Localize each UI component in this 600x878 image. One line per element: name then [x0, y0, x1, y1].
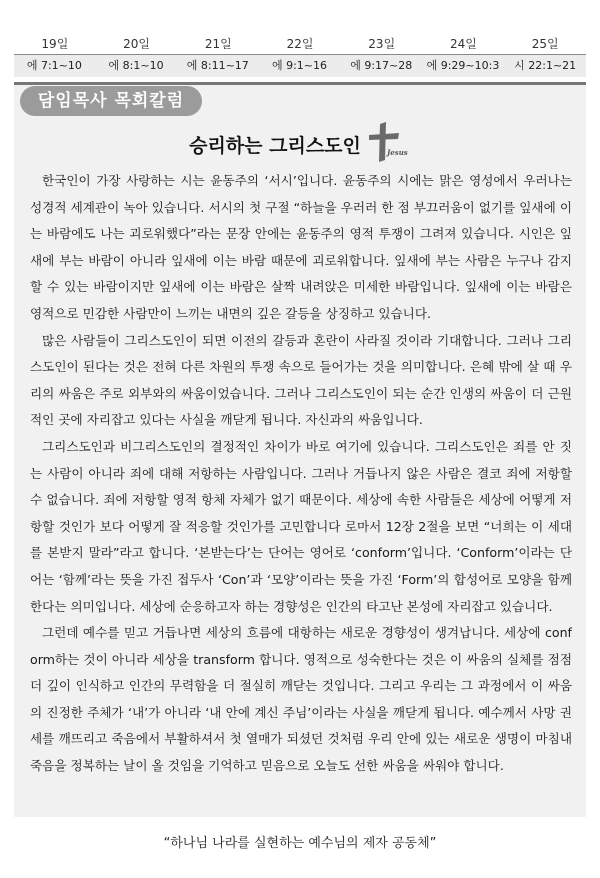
- schedule-day-label: 23일: [368, 37, 396, 51]
- schedule-day-21: [177, 34, 259, 80]
- paragraph: 그리스도인과 비그리스도인의 결정적인 차이가 바로 여기에 있습니다. 그리스도인은 죄를 안 짓는 사람이 아니라 죄에 대해 저항하는 사람입니다. 그러나 거듭나지 않은 사람은 결코 죄에 저항할 수 없습니다. 죄에 저항할 영적 항체 자체가 없기 때문이다. 세상에 속한 사람들은 세상에 어떻게 저항할 것인가 보다 어떻게 잘 적응할 것인가를 고민합니다 로마서 12장 2절을 보면 “너희는 이 세대를 본받지 말라”라고 합니다. ‘본받는다’는 단어는 영어로 ‘conform’입니다. ‘Conform’이라는 단어는 ‘함께’라는 뜻을 가진 접두사 ‘Con’과 ‘모양’이라는 뜻을 가진 ‘Form’의 합성어로 모양을 함께 한다는 의미입니다. 세상에 순응하고자 하는 경향성은 인간의 타고난 본성에 자리잡고 있습니다.: [30, 438, 572, 614]
- schedule-day-23: [341, 34, 423, 80]
- schedule-day-24: [423, 34, 505, 80]
- paragraph: 많은 사람들이 그리스도인이 되면 이전의 갈등과 혼란이 사라질 것이라 기대합니다. 그러나 그리스도인이 된다는 것은 전혀 다른 차원의 투쟁 속으로 들어가는 것을 의미합니다. 은혜 밖에 살 때 우리의 싸움은 주로 외부와의 싸움이었습니다. 그러나 그리스도인이 되는 순간 인생의 싸움이 더 근원적인 곳에 자리잡고 있다는 사실을 깨닫게 됩니다. 자신과의 싸움입니다.: [30, 332, 572, 428]
- paragraph: 그런데 예수를 믿고 거듭나면 세상의 흐름에 대항하는 새로운 경향성이 생겨납니다. 세상에 conform하는 것이 아니라 세상을 transform 합니다. 영적으로 성숙한다는 것은 이 싸움의 실체를 점점 더 깊이 인식하고 인간의 무력함을 더 절실히 깨닫는 것입니다. 그리고 우리는 그 과정에서 이 싸움의 진정한 주체가 ‘내’가 아니라 ‘내 안에 계신 주님’이라는 사실을 깨닫게 됩니다. 예수께서 사망 권세를 깨뜨리고 죽음에서 부활하셔서 첫 열매가 되셨던 것처럼 우리 안에 있는 새로운 생명이 마침내 죽음을 정복하는 날이 올 것임을 기억하고 믿음으로 오늘도 선한 싸움을 싸워야 합니다.: [30, 625, 572, 774]
- schedule-passage: 에 7:1~10: [14, 54, 97, 77]
- cross-label: Jesus: [386, 148, 408, 157]
- reading-schedule: [14, 34, 586, 80]
- column-body: [30, 168, 572, 780]
- column-title-text: 승리하는 그리스도인: [189, 135, 361, 157]
- schedule-day-label: 22일: [286, 37, 314, 51]
- title-area: [0, 126, 600, 166]
- schedule-passage: 에 9:17~28: [340, 54, 423, 77]
- schedule-day-label: 25일: [531, 37, 559, 51]
- church-motto: “하나님 나라를 실현하는 예수님의 제자 공동체”: [163, 836, 437, 851]
- column-title: [189, 126, 411, 166]
- paragraph: 한국인이 가장 사랑하는 시는 윤동주의 ‘서시’입니다. 윤동주의 시에는 맑은 영성에서 우러나는 성경적 세계관이 녹아 있습니다. 서시의 첫 구절 “하늘을 우러러 한 점 부끄러움이 없기를 잎새에 이는 바람에도 나는 괴로워했다”라는 문장 안에는 윤동주의 영적 투쟁이 그려져 있습니다. 시인은 잎새에 부는 바람이 아니라 잎새에 이는 바람 때문에 괴로워합니다. 잎새에 부는 사람은 누구나 감지할 수 있는 바람이지만 잎새에 이는 바람은 살짝 내려앉은 미세한 바람입니다. 잎새에 이는 바람은 영적으로 민감한 사람만이 느끼는 내면의 깊은 갈등을 상징하고 있습니다.: [30, 173, 572, 321]
- schedule-passage: 시 22:1~21: [504, 54, 586, 77]
- schedule-day-20: [96, 34, 178, 80]
- schedule-day-label: 21일: [204, 37, 232, 51]
- schedule-passage: 에 9:29~10:3: [422, 54, 505, 77]
- cross-icon: [365, 120, 411, 164]
- schedule-day-label: 19일: [41, 37, 69, 51]
- schedule-day-label: 24일: [450, 37, 477, 51]
- schedule-day-25: [504, 34, 586, 80]
- schedule-day-label: 20일: [123, 37, 151, 51]
- schedule-day-19: [14, 34, 96, 80]
- schedule-passage: 에 9:1~16: [259, 54, 342, 77]
- schedule-day-22: [259, 34, 341, 80]
- column-tag: 담임목사 목회칼럼: [20, 86, 202, 116]
- schedule-passage: 에 8:11~17: [177, 54, 260, 77]
- schedule-passage: 에 8:1~10: [95, 54, 178, 77]
